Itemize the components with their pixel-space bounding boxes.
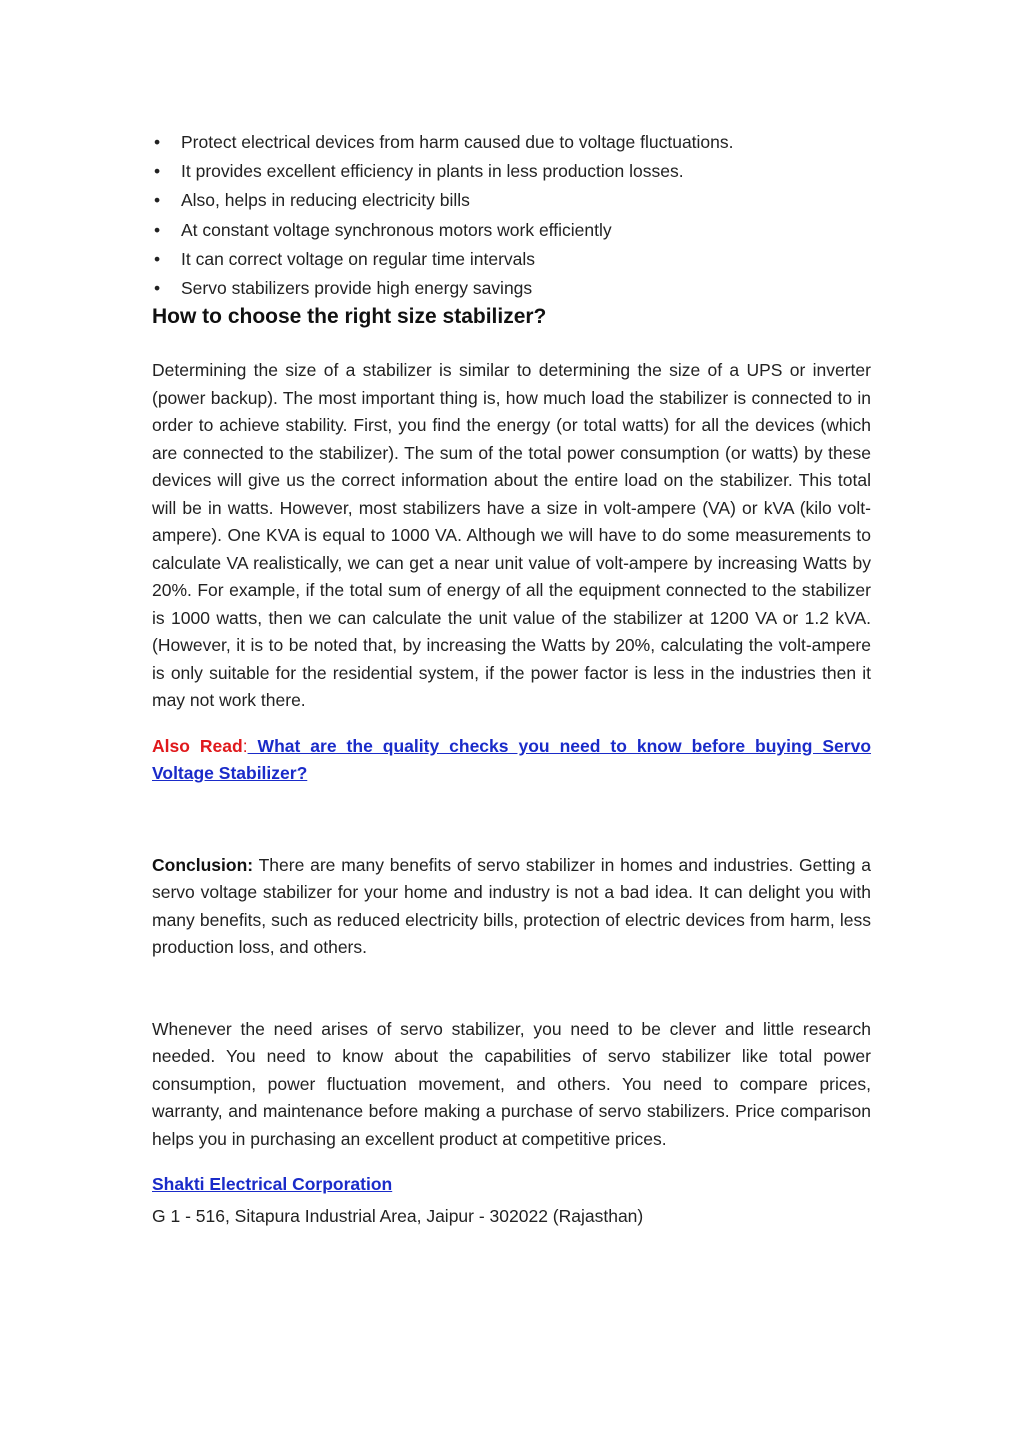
benefits-list bbox=[152, 128, 871, 303]
closing-paragraph: Whenever the need arises of servo stabilizer, you need to be clever and little research needed. You need to know about the capabilities of servo stabilizer like total power consumption, power fluctuation movement, and others. You need to compare prices, warranty, and maintenance before making a purchase of servo stabilizers. Price comparison helps you in purchasing an excellent product at competitive prices. bbox=[152, 1018, 871, 1149]
conclusion-paragraph bbox=[152, 852, 871, 962]
company-link[interactable]: Shakti Electrical Corporation bbox=[152, 1174, 393, 1195]
also-read-colon: : bbox=[242, 735, 248, 756]
bullet-icon: • bbox=[154, 161, 161, 182]
list-item-text: It provides excellent efficiency in plants in less production losses. bbox=[181, 161, 684, 182]
list-item-text: Protect electrical devices from harm caused due to voltage fluctuations. bbox=[181, 132, 734, 152]
bullet-icon: • bbox=[154, 219, 161, 240]
list-item-text: It can correct voltage on regular time intervals bbox=[181, 248, 536, 269]
bullet-icon: • bbox=[154, 248, 161, 269]
bullet-icon: • bbox=[154, 132, 161, 152]
list-item bbox=[152, 157, 871, 186]
list-item-text: Also, helps in reducing electricity bills bbox=[181, 190, 470, 211]
list-item bbox=[152, 245, 871, 274]
conclusion-text: There are many benefits of servo stabilizer in homes and industries. Getting a servo voltage stabilizer for your home and industry is not a bad idea. It can delight you with many benefits, such as reduced electricity bills, protection of electric devices from harm, less production loss, and others. bbox=[152, 854, 871, 958]
also-read-line bbox=[152, 733, 871, 788]
list-item bbox=[152, 186, 871, 215]
section-heading: How to choose the right size stabilizer? bbox=[152, 305, 547, 329]
bullet-icon: • bbox=[154, 278, 161, 299]
list-item bbox=[152, 274, 871, 303]
bullet-icon: • bbox=[154, 190, 161, 211]
conclusion-label: Conclusion: bbox=[152, 854, 254, 875]
also-read-link[interactable]: What are the quality checks you need to know before buying Servo Voltage Stabilizer? bbox=[152, 735, 872, 784]
list-item-text: At constant voltage synchronous motors work efficiently bbox=[181, 219, 612, 240]
list-item bbox=[152, 216, 871, 245]
company-address: G 1 - 516, Sitapura Industrial Area, Jaipur - 302022 (Rajasthan) bbox=[152, 1205, 644, 1226]
also-read-label: Also Read bbox=[152, 735, 243, 756]
company-line bbox=[152, 1171, 871, 1199]
paragraph-size-determination: Determining the size of a stabilizer is similar to determining the size of a UPS or inverter (power backup). The most important thing is, how much load the stabilizer is connected to in order to achieve stability. First, you find the energy (or total watts) for all the devices (which are connected to the stabilizer). The sum of the total power consumption (or watts) by these devices will give us the correct information about the entire load on the stabilizer. This total will be in watts. However, most stabilizers have a size in volt-ampere (VA) or kVA (kilo volt-ampere). One KVA is equal to 1000 VA. Although we will have to do some measurements to calculate VA realistically, we can get a near unit value of volt-ampere by increasing Watts by 20%. For example, if the total sum of energy of all the equipment connected to the stabilizer is 1000 watts, then we can calculate the unit value of the stabilizer at 1200 VA or 1.2 kVA. (However, it is to be noted that, by increasing the Watts by 20%, calculating the volt-ampere is only suitable for the residential system, if the power factor is less in the industries then it may not work there. bbox=[152, 360, 871, 711]
list-item-text: Servo stabilizers provide high energy savings bbox=[181, 278, 533, 299]
list-item bbox=[152, 128, 871, 157]
document-page bbox=[152, 128, 871, 1230]
